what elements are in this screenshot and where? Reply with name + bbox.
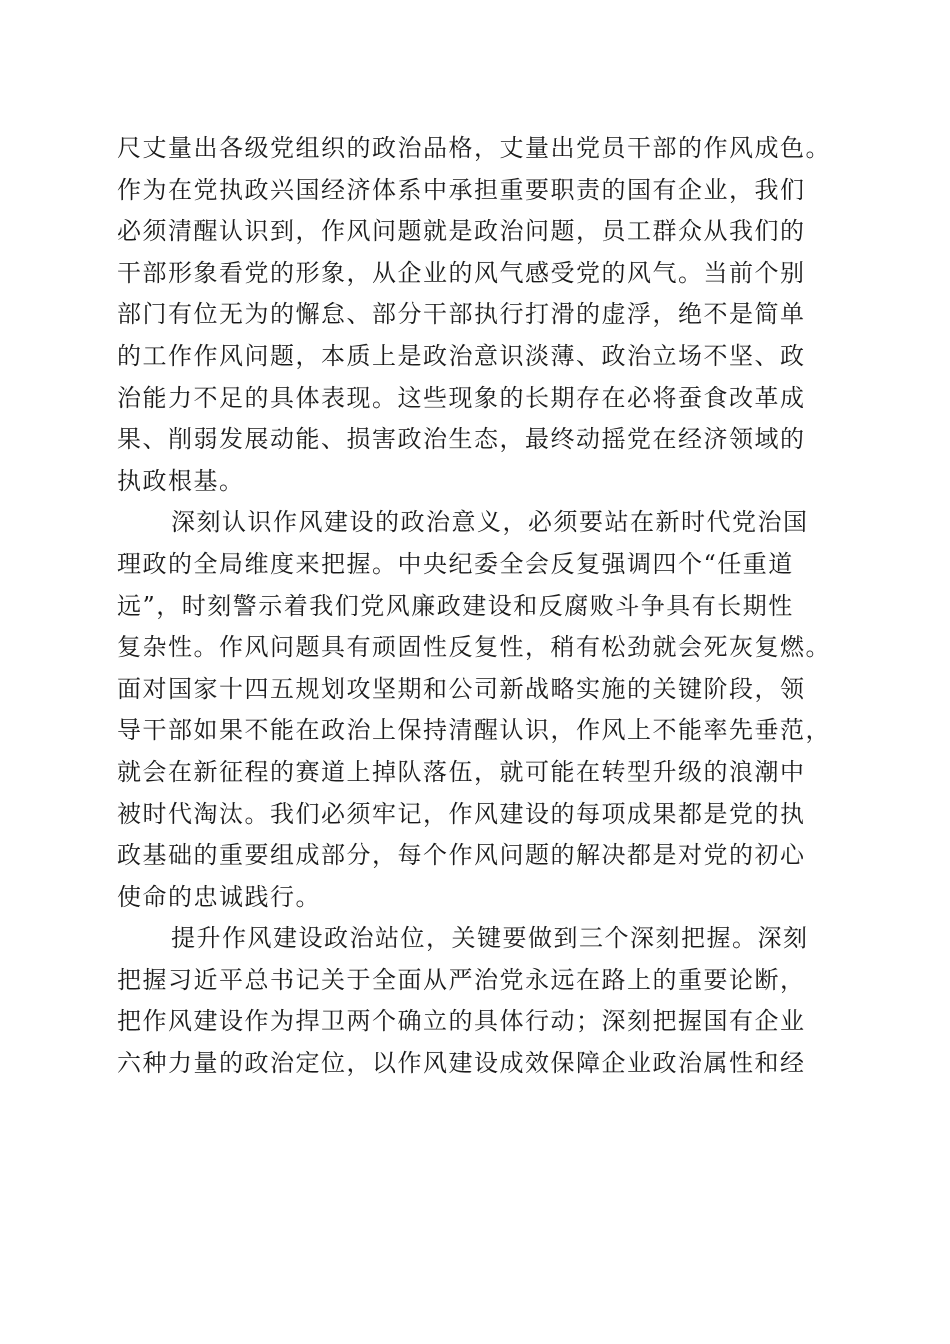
text-line: 干部形象看党的形象，从企业的风气感受党的风气。当前个别: [117, 258, 806, 287]
text-line: 使命的忠诚践行。: [117, 882, 321, 911]
text-line: 把作风建设作为捍卫两个确立的具体行动；深刻把握国有企业: [117, 1007, 806, 1036]
text-line: 作为在党执政兴国经济体系中承担重要职责的国有企业，我们: [117, 175, 806, 204]
text-line: 就会在新征程的赛道上掉队落伍，就可能在转型升级的浪潮中: [117, 757, 806, 786]
text-line: 把握习近平总书记关于全面从严治党永远在路上的重要论断，: [117, 965, 806, 994]
text-line: 复杂性。作风问题具有顽固性反复性，稍有松劲就会死灰复燃。: [117, 633, 831, 662]
text-line: 提升作风建设政治站位，关键要做到三个深刻把握。深刻: [171, 924, 809, 953]
text-line: 面对国家十四五规划攻坚期和公司新战略实施的关键阶段，领: [117, 674, 806, 703]
paragraph-3: [117, 918, 837, 1084]
text-line: 深刻认识作风建设的政治意义，必须要站在新时代党治国: [171, 508, 809, 537]
paragraph-1: [117, 128, 837, 502]
text-line: 治能力不足的具体表现。这些现象的长期存在必将蚕食改革成: [117, 383, 806, 412]
text-line: 果、削弱发展动能、损害政治生态，最终动摇党在经济领域的: [117, 425, 806, 454]
text-line: 远”，时刻警示着我们党风廉政建设和反腐败斗争具有长期性: [117, 591, 794, 620]
text-line: 理政的全局维度来把握。中央纪委全会反复强调四个“任重道: [117, 549, 794, 578]
document-body: [117, 128, 837, 1085]
text-line: 导干部如果不能在政治上保持清醒认识，作风上不能率先垂范，: [117, 716, 831, 745]
text-line: 执政根基。: [117, 466, 245, 495]
text-line: 尺丈量出各级党组织的政治品格，丈量出党员干部的作风成色。: [117, 134, 831, 162]
text-line: 的工作作风问题，本质上是政治意识淡薄、政治立场不坚、政: [117, 341, 806, 370]
paragraph-2: [117, 502, 837, 918]
text-line: 部门有位无为的懈怠、部分干部执行打滑的虚浮，绝不是简单: [117, 300, 806, 329]
text-line: 政基础的重要组成部分，每个作风问题的解决都是对党的初心: [117, 841, 806, 870]
text-line: 六种力量的政治定位，以作风建设成效保障企业政治属性和经: [117, 1049, 806, 1078]
text-line: 被时代淘汰。我们必须牢记，作风建设的每项成果都是党的执: [117, 799, 806, 828]
text-line: 必须清醒认识到，作风问题就是政治问题，员工群众从我们的: [117, 217, 806, 246]
